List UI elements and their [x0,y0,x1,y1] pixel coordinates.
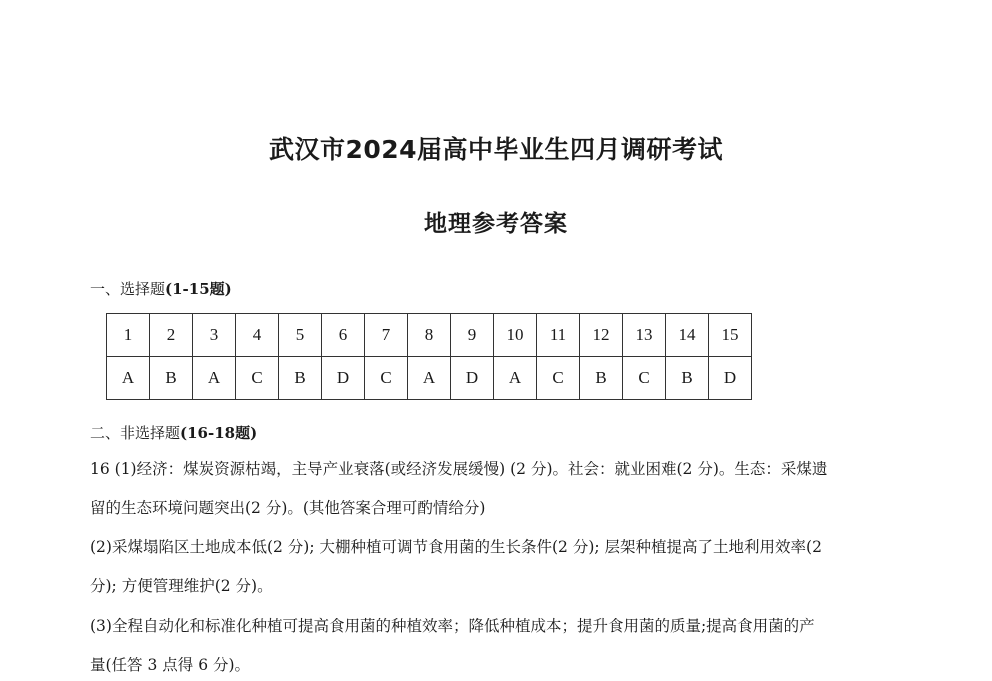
answer-line: 16 (1)经济：煤炭资源枯竭，主导产业衰落(或经济发展缓慢) (2 分)。社会：就业困难(2 分)。生态：采煤遗 [90,460,828,478]
answer-cell: A [107,357,150,400]
answer-line: 分); 方便管理维护(2 分)。 [90,577,273,595]
answer-cell: B [666,357,709,400]
answer-cell: A [408,357,451,400]
question-number: 6 [322,314,365,357]
question-number: 14 [666,314,709,357]
section-range: (1-15题) [165,280,232,298]
answer-cell: B [150,357,193,400]
answer-line: 量(任答 3 点得 6 分)。 [90,656,251,674]
question-number: 15 [709,314,752,357]
question-number: 4 [236,314,279,357]
question-number: 7 [365,314,408,357]
answer-row [107,357,752,400]
section-prefix: 一、选择题 [90,280,166,298]
document-subtitle: 地理参考答案 [424,211,568,237]
question-number: 3 [193,314,236,357]
answer-cell: C [236,357,279,400]
section-prefix: 二、非选择题 [90,424,181,442]
answer-cell: D [322,357,365,400]
question-number: 13 [623,314,666,357]
section-heading-non-choice [90,422,257,443]
question-number: 2 [150,314,193,357]
document-title: 武汉市2024届高中毕业生四月调研考试 [268,135,724,164]
answer-cell: C [623,357,666,400]
answer-cell: B [279,357,322,400]
answer-line: (3)全程自动化和标准化种植可提高食用菌的种植效率；降低种植成本；提升食用菌的质量;提高食用菌的产 [90,617,815,635]
section-range: (16-18题) [180,424,258,442]
answer-line: 留的生态环境问题突出(2 分)。(其他答案合理可酌情给分) [90,499,486,517]
answer-cell: D [451,357,494,400]
question-number-row [107,314,752,357]
question-number: 12 [580,314,623,357]
answer-cell: A [193,357,236,400]
question-number: 5 [279,314,322,357]
question-number: 10 [494,314,537,357]
section-heading-multiple-choice [90,278,232,299]
answer-line: (2)采煤塌陷区土地成本低(2 分); 大棚种植可调节食用菌的生长条件(2 分); 层架种植提高了土地利用效率(2 [90,538,822,556]
answer-cell: A [494,357,537,400]
question-number: 9 [451,314,494,357]
answer-table [106,313,752,400]
question-number: 1 [107,314,150,357]
answer-cell: B [580,357,623,400]
answer-cell: C [537,357,580,400]
answer-cell: C [365,357,408,400]
question-number: 11 [537,314,580,357]
answer-cell: D [709,357,752,400]
question-number: 8 [408,314,451,357]
